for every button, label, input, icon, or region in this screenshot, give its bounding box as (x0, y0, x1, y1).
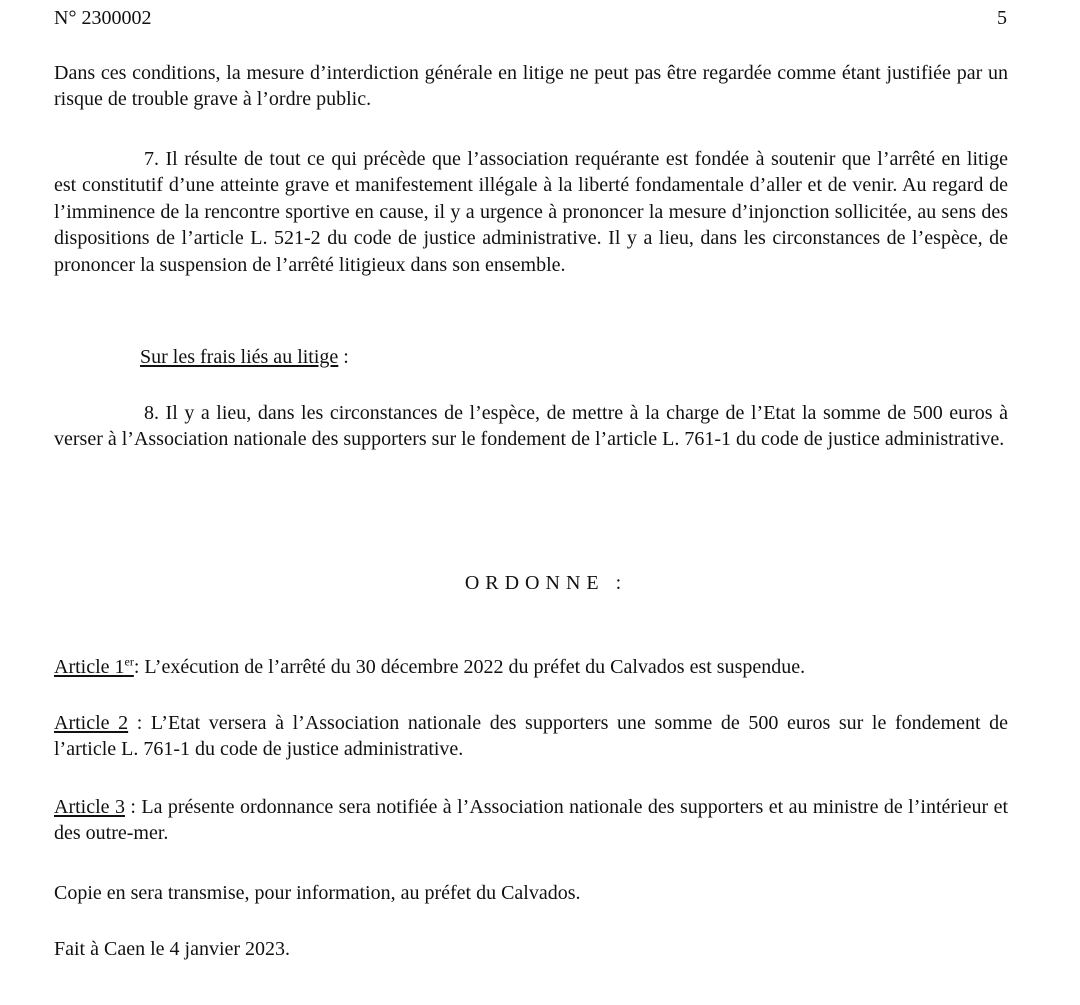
section-heading-frais (54, 344, 1008, 370)
paragraph-8: 8. Il y a lieu, dans les circonstances de l’espèce, de mettre à la charge de l’Etat la somme de 500 euros à verser à l’Association nationale des supporters sur le fondement de l’article L. 761-1 du code de justice administrative. (54, 402, 1008, 451)
paragraph-conditions: Dans ces conditions, la mesure d’interdiction générale en litige ne peut pas être regardée comme étant justifiée par un risque de trouble grave à l’ordre public. (54, 62, 1008, 111)
article-3 (54, 794, 1008, 847)
page-header (54, 5, 1007, 33)
paragraph-7: 7. Il résulte de tout ce qui précède que l’association requérante est fondée à soutenir que l’arrêté en litige est constitutif d’une atteinte grave et manifestement illégale à la liberté fondamentale d’aller et de venir. Au regard de l’imminence de la rencontre sportive en cause, il y a urgence à prononcer la mesure d’injonction sollicitée, au sens des dispositions de l’article L. 521-2 du code de justice administrative. Il y a lieu, dans les circonstances de l’espèce, de prononcer la suspension de l’arrêté litigieux dans son ensemble. (54, 148, 1008, 276)
article-3-label: Article 3 (54, 796, 125, 818)
article-1-superscript: er (124, 654, 134, 669)
article-1-text: : L’exécution de l’arrêté du 30 décembre 2022 du préfet du Calvados est suspendue. (133, 656, 806, 678)
article-1-label: Article 1er (54, 654, 134, 678)
case-number: N° 2300002 (54, 7, 152, 29)
article-3-text: : La présente ordonnance sera notifiée à l’Association nationale des supporters et au ministre de l’intérieur et des outre-mer. (54, 796, 1009, 845)
article-2-label: Article 2 (54, 712, 129, 734)
ordonne-heading: ORDONNE : (464, 572, 628, 594)
article-2-text: : L’Etat versera à l’Association nationale des supporters une somme de 500 euros sur le fondement de l’article L. 761-1 du code de justice administrative. (54, 712, 1008, 761)
section-heading-text: Sur les frais liés au litige (140, 346, 339, 368)
article-1 (54, 654, 1008, 680)
fait-line: Fait à Caen le 4 janvier 2023. (54, 938, 291, 960)
section-heading-suffix: : (338, 346, 349, 368)
page-number: 5 (997, 7, 1007, 29)
copie-line: Copie en sera transmise, pour information, au préfet du Calvados. (54, 882, 581, 904)
article-2 (54, 710, 1008, 763)
